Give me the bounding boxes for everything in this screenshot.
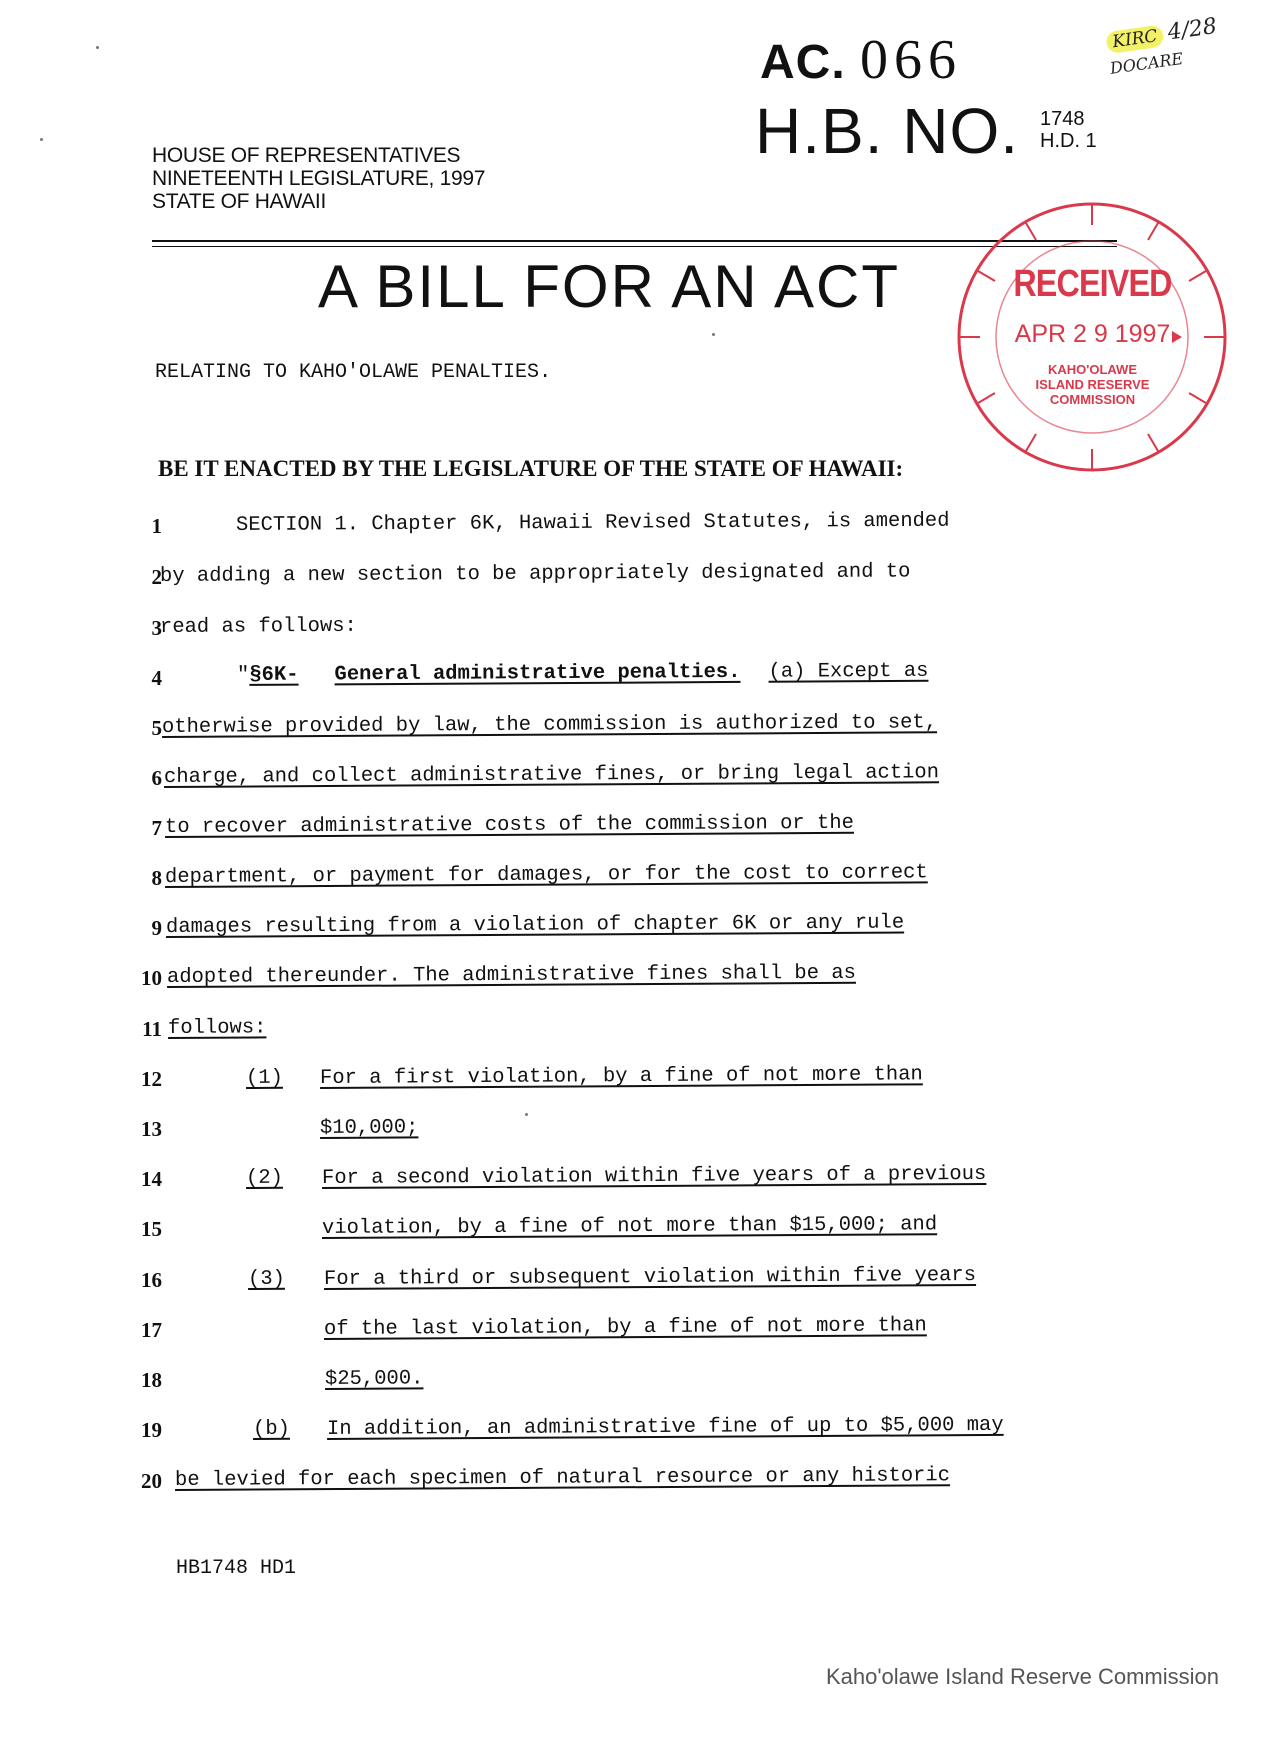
- scan-speck: [525, 1113, 528, 1116]
- enacting-clause: BE IT ENACTED BY THE LEGISLATURE OF THE STATE OF HAWAII:: [158, 456, 904, 481]
- handwritten-note: DOCARE: [1108, 48, 1185, 78]
- bill-line: For a second violation within five years of a previous: [321, 1162, 987, 1190]
- line-number: 5: [151, 716, 162, 740]
- draft-number: H.D. 1: [1040, 130, 1097, 152]
- line-number: 7: [151, 816, 162, 840]
- chamber-line: HOUSE OF REPRESENTATIVES: [152, 144, 461, 167]
- scan-speck: [40, 138, 43, 141]
- line-number: 19: [141, 1418, 162, 1442]
- act-prefix: AC.: [760, 36, 846, 89]
- open-quote: ": [236, 663, 250, 687]
- stamp-agency-line: KAHO'OLAWE: [1047, 362, 1138, 377]
- line-number: 13: [141, 1117, 162, 1141]
- act-number-value: 066: [860, 29, 963, 91]
- scan-speck: [96, 46, 99, 49]
- state-line: STATE OF HAWAII: [152, 190, 327, 213]
- scan-speck: [712, 333, 715, 336]
- subsection-lead: (a) Except as: [768, 659, 929, 684]
- line-number: 20: [141, 1469, 162, 1493]
- document-id: HB1748 HD1: [176, 1557, 297, 1580]
- bill-line: SECTION 1. Chapter 6K, Hawaii Revised Statutes, is amended: [235, 509, 950, 537]
- line-number: 14: [141, 1167, 162, 1191]
- line-number: 2: [151, 565, 162, 589]
- line-number: 4: [151, 666, 162, 690]
- chamber-heading: [152, 144, 485, 213]
- legislature-line: NINETEENTH LEGISLATURE, 1997: [152, 167, 486, 190]
- line-number: 3: [151, 616, 162, 640]
- stamp-label: RECEIVED: [1013, 263, 1172, 305]
- bill-line: charge, and collect administrative fines, or bring legal action: [163, 761, 940, 789]
- bill-line: of the last violation, by a fine of not more than: [323, 1314, 927, 1341]
- section-heading: General administrative penalties.: [334, 660, 741, 687]
- line-number: 9: [151, 916, 162, 940]
- stamp-agency-line: ISLAND RESERVE: [1035, 377, 1150, 392]
- bill-line: violation, by a fine of not more than $15,000; and: [321, 1213, 938, 1240]
- line-number: 18: [141, 1368, 162, 1392]
- item-marker: (2): [245, 1166, 283, 1190]
- line-number: 16: [141, 1268, 162, 1292]
- bill-number: 1748: [1040, 108, 1085, 130]
- bill-line: damages resulting from a violation of chapter 6K or any rule: [165, 911, 905, 939]
- item-marker: (1): [245, 1066, 283, 1090]
- line-number: 17: [141, 1318, 162, 1342]
- bill-number-block: [1040, 108, 1097, 152]
- bill-line: to recover administrative costs of the commission or the: [164, 811, 854, 839]
- line-number: 8: [151, 866, 162, 890]
- handwritten-date: 4/28: [1166, 13, 1219, 46]
- bill-line: be levied for each specimen of natural resource or any historic: [174, 1464, 951, 1492]
- bill-line: read as follows:: [159, 614, 357, 639]
- bill-line: In addition, an administrative fine of up to $5,000 may: [326, 1413, 1004, 1441]
- bill-line: For a first violation, by a fine of not more than: [319, 1063, 923, 1090]
- section-number: §6K-: [249, 663, 299, 687]
- line-number: 15: [141, 1217, 162, 1241]
- received-stamp: [950, 195, 1235, 480]
- bill-line: $25,000.: [324, 1367, 424, 1391]
- hb-label: H.B. NO.: [755, 95, 1020, 167]
- bill-line: adopted thereunder. The administrative fines shall be as: [166, 961, 856, 989]
- bill-line: $10,000;: [319, 1116, 419, 1140]
- bill-line: follows:: [167, 1016, 267, 1040]
- handwritten-initials: KIRC: [1105, 24, 1165, 54]
- relating-clause: RELATING TO KAHO'OLAWE PENALTIES.: [155, 361, 552, 384]
- item-marker: (3): [247, 1267, 285, 1291]
- stamp-agency: [950, 362, 1235, 407]
- bill-line: [237, 660, 929, 687]
- item-marker: (b): [252, 1417, 290, 1441]
- handwritten-annotation: [1105, 13, 1219, 78]
- line-number: 1: [151, 514, 162, 538]
- line-number: 11: [142, 1017, 162, 1041]
- bill-title: A BILL FOR AN ACT: [318, 253, 900, 320]
- line-number: 10: [141, 966, 162, 990]
- stamp-date: APR 2 9 1997: [1014, 320, 1171, 348]
- bill-line: otherwise provided by law, the commission is authorized to set,: [161, 711, 938, 739]
- bill-line: For a third or subsequent violation within five years: [323, 1264, 977, 1291]
- bill-line: department, or payment for damages, or for the cost to correct: [164, 861, 928, 889]
- source-credit: Kaho'olawe Island Reserve Commission: [825, 1664, 1219, 1689]
- act-number: [760, 28, 962, 92]
- line-number: 12: [141, 1067, 162, 1091]
- stamp-agency-line: COMMISSION: [1049, 392, 1136, 407]
- line-number: 6: [151, 766, 162, 790]
- bill-line: by adding a new section to be appropriately designated and to: [159, 560, 911, 588]
